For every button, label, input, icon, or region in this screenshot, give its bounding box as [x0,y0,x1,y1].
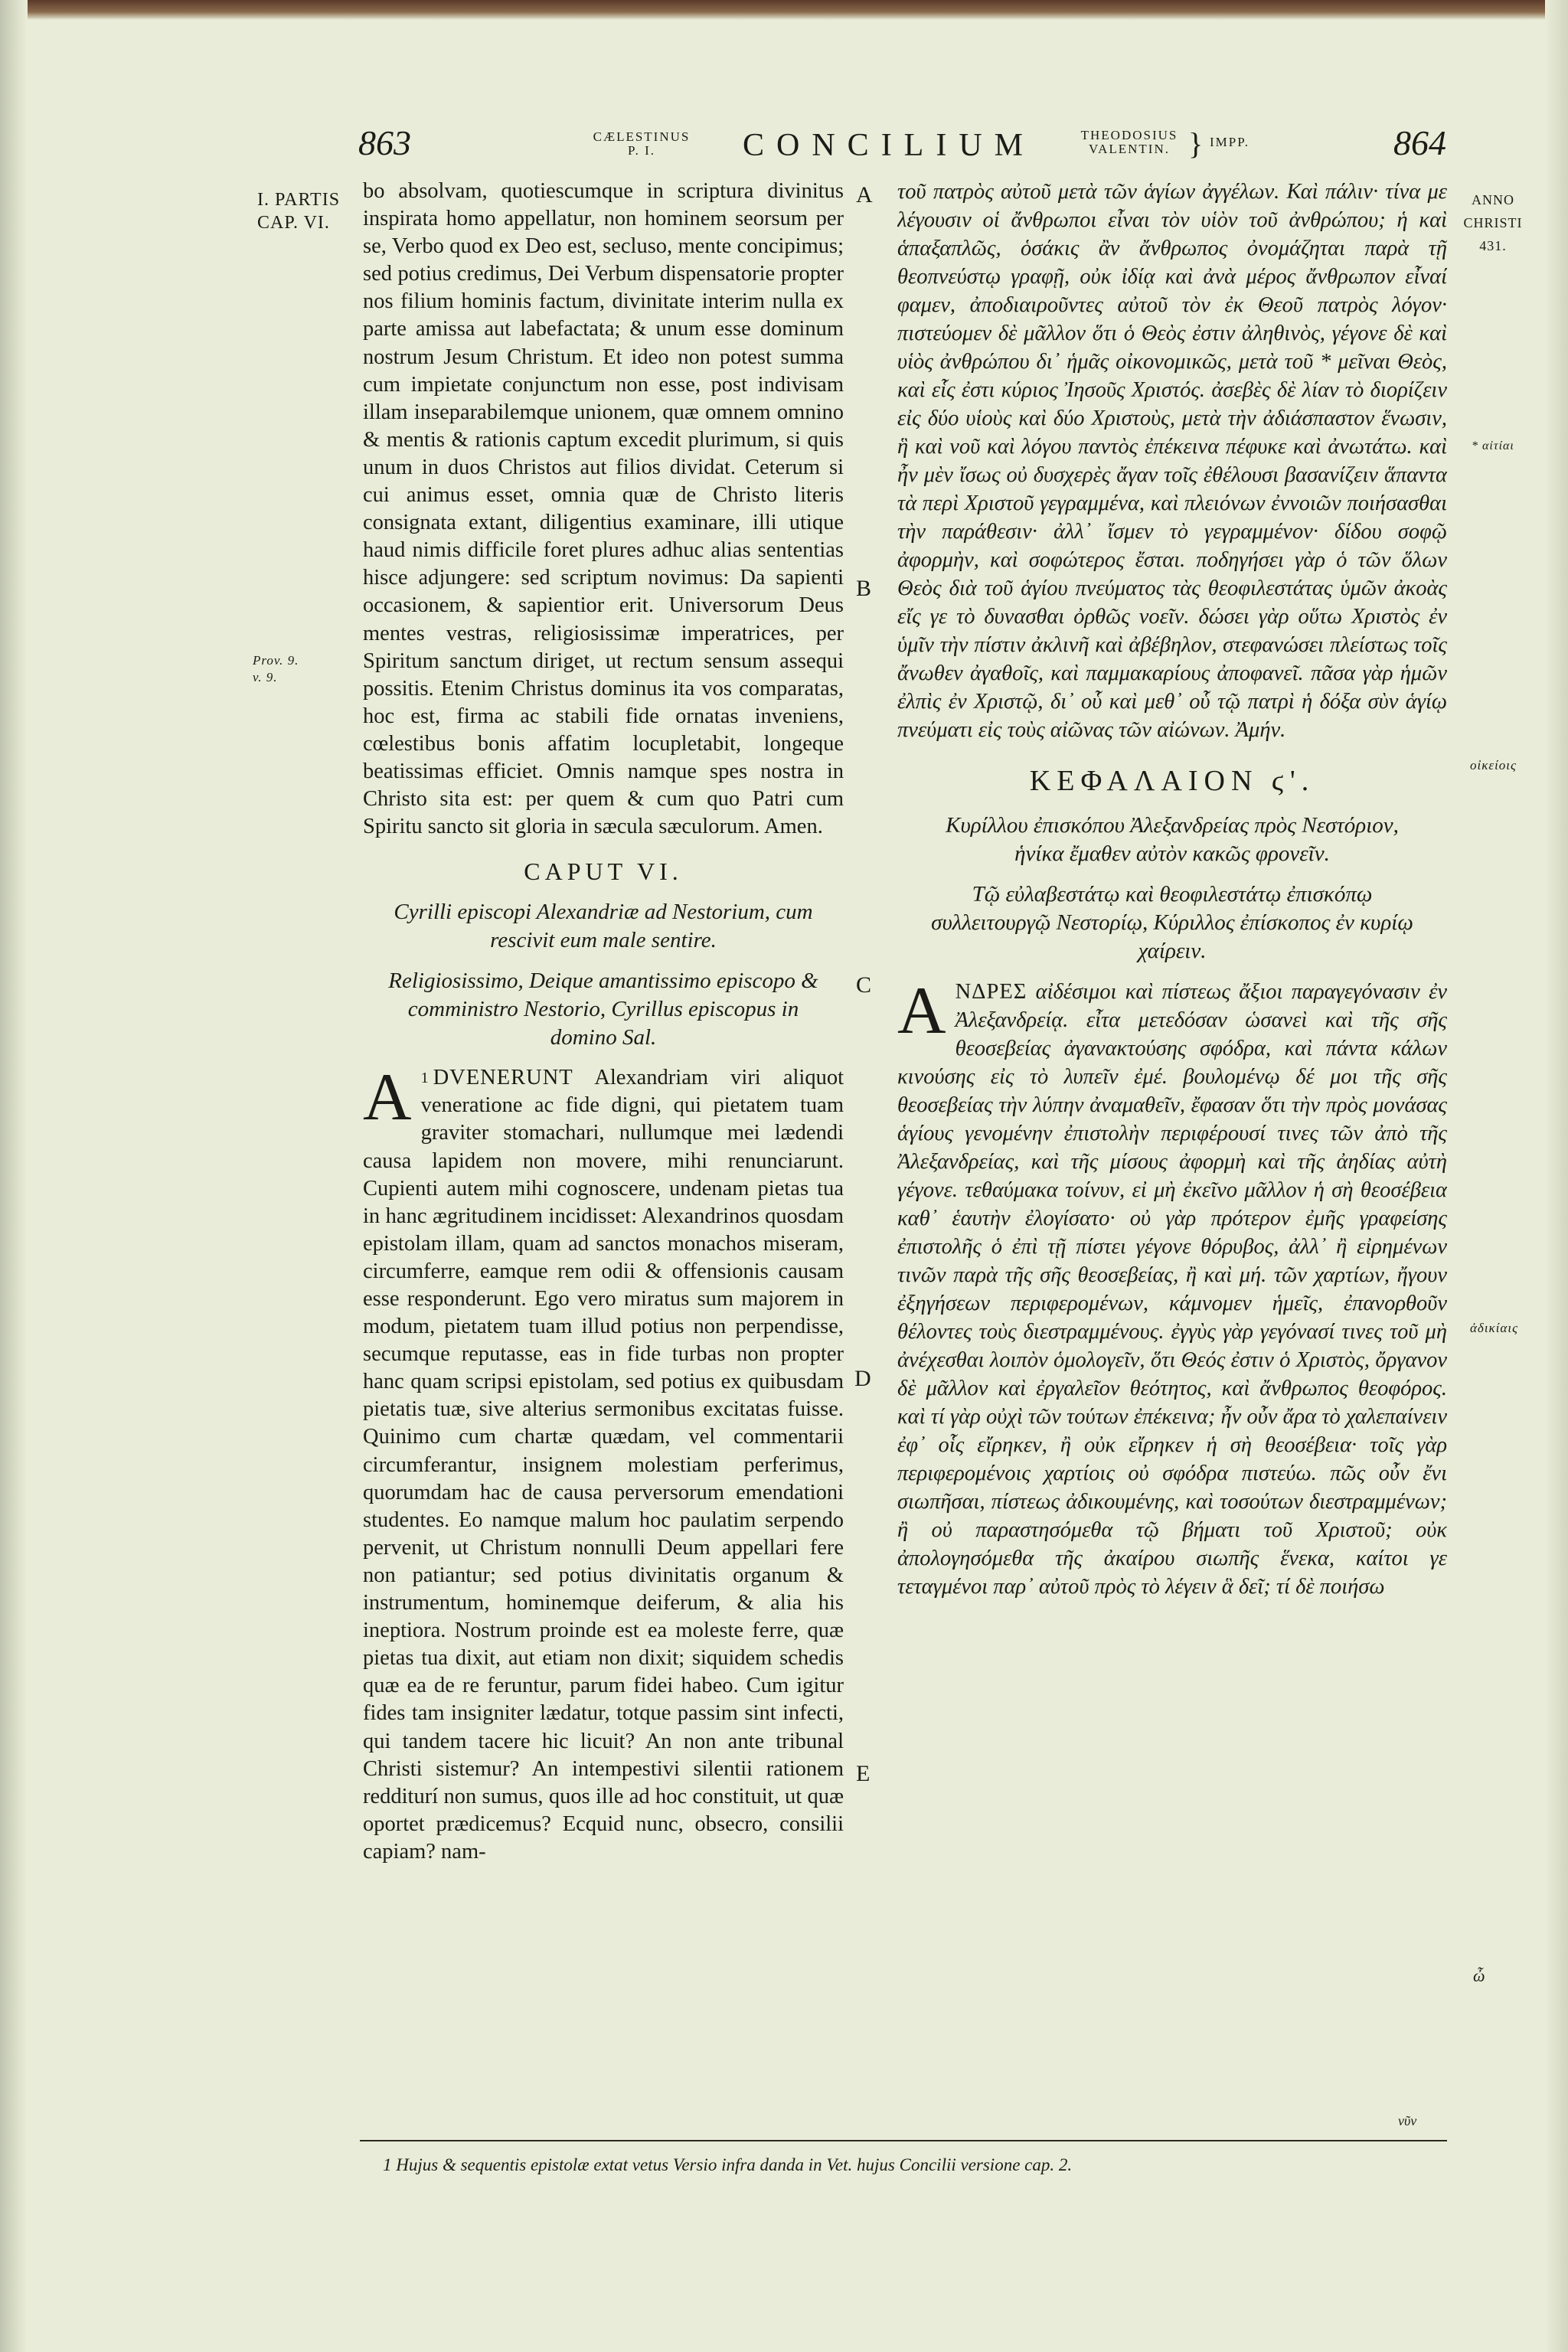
header-pope-number: P. I. [628,143,655,158]
footnote: 1 Hujus & sequentis epistolæ extat vetus Versio infra danda in Vet. hujus Concilii versione cap. 2. [383,2155,1073,2174]
running-title: CONCILIUM [743,128,1035,163]
header-pope-name: CÆLESTINUS [593,129,691,144]
margin-anno-line2: CHRISTI [1463,215,1523,230]
page-edge-shadow [0,0,28,2352]
section-letter: C [856,972,872,998]
caput-subtitle: Cyrilli episcopi Alexandriæ ad Nestorium, cum rescivit eum male sentire. [394,900,813,953]
latin-column [363,178,844,1866]
margin-prov-line1: Prov. 9. [253,653,299,668]
header-emperor-1: THEODOSIUS [1080,128,1178,142]
lead-word: ΝΔΡΕΣ [955,980,1027,1004]
binding-shadow [1545,0,1568,2352]
margin-anno-line1: ANNO [1472,192,1514,207]
latin-salutation: Religiosissimo, Deique amantissimo episcopo & comministro Nestorio, Cyrillus episcopus in domino Sal. [388,969,818,1050]
greek-paragraph-2-text: αἰδέσιμοι καὶ πίστεως ἄξιοι παραγεγόνασιν ἐν Ἀλεξανδρείᾳ. εἶτα μετεδόσαν ὡσανεὶ καὶ τῆς σῆς θεοσεβείας ἀγανακτούσης σφόδρα, καὶ πάντα κάλων κινούσης εἰς τὸ λυπεῖν ἐμέ. βουλομένῳ δέ μοι τῆς σῆς θεοσεβείας τὴν λύπην ἀναμαθεῖν, ἔφασαν ὅτι τὴν πρὸς μονάσας ἁγίους γενομένην ἐπιστολὴν περιφέρουσί τινες τῶν ἀπὸ τῆς Ἀλεξανδρείας, καὶ τῆς μίσους ἀφορμὴ καὶ τῆς ἀηδίας αὐτὴ γέγονε. τεθαύμακα τοίνυν, εἰ μὴ ἐκεῖνο μᾶλλον ἡ σὴ θεοσέβεια καθ᾽ ἑαυτὴν ἐλογίσατο· οὐ γὰρ πρότερον ἐμῆς γραφείσης ἐπιστολῆς ὁ ἐπὶ τῇ πίστει γέγονε θόρυβος, ἀλλ᾽ ἢ εἰρημένων τινῶν παρὰ τῆς σῆς θεοσεβείας, ἢ καὶ μή. τῶν χαρτίων, ἤγουν ἐξηγήσεων περιφερομένων, κάμνομεν ἡμεῖς, ἐπανορθοῦν θέλοντες τοὺς διεστραμμένους. ἐγγὺς γὰρ γεγόνασί τινες τοῦ μὴ ἀνέχεσθαι λοιπὸν ὁμολογεῖν, ὅτι Θεός ἐστιν ὁ Χριστὸς, ὄργανον δὲ μᾶλλον καὶ ἐργαλεῖον θεότητος, καὶ ἄνθρωπος θεοφόρος. καὶ τί γὰρ οὐχὶ τῶν τούτων ἐπέκεινα; ἦν οὖν ἄρα τὸ χαλεπαίνειν ἐφ᾽ οἷς εἴρηκεν, ἢ οὐκ εἴρηκεν ἡ σὴ θεοσέβεια· τοῖς γὰρ περιφερομένοις χαρτίοις οὐ σφόδρα πιστεύω. πῶς οὖν ἔνι σιωπῆσαι, πίστεως ἀδικουμένης, καὶ τοσούτων διεστραμμένων; ἢ οὐ παραστησόμεθα τῷ βήματι τοῦ Χριστοῦ; οὐκ ἀπολογησόμεθα τῆς ἀκαίρου σιωπῆς ἕνεκα, καίτοι γε τεταγμένοι παρ᾽ αὐτοῦ πρὸς τὸ λέγειν ἃ δεῖ; τί δὲ ποιήσω [897,980,1447,1599]
header-impp: IMPP. [1210,135,1250,149]
book-top-edge [0,0,1568,20]
margin-variant-omega: ὦ [1473,1966,1486,1985]
margin-variant-aitiai: * αἰτίαι [1472,439,1514,452]
section-letter: D [854,1366,871,1391]
margin-partis [257,188,349,234]
margin-partis-line1: I. PARTIS [257,190,341,210]
latin-paragraph-2-text: Alexandriam viri aliquot veneratione ac fide digni, qui pietatem tuam graviter stomachari, nullumque mei lædendi causa lapidem non movere, mihi renunciarunt. Cupienti autem mihi cognoscere, undenam pietas tua in hanc ægritudinem incidisset: Alexandrinos quosdam epistolam illam, quam ad sanctos monachos miseram, circumferre, eamque rem odii & offensionis causam esse responderunt. Ego vero miratus sum majorem in modum, pietatem tuam illud potius non perpendisse, secumque reputasse, eas in fide turbas non propter hanc quam scripsi epistolam, sed potius ex quibusdam pietatis tuæ, sive alterius sermonibus excitatas fuisse. Quinimo cum chartæ quædam, vel commentarii circumferantur, insignem molestiam perferimus, quorumdam hac de causa perversorum emendationi studentes. Eo namque malum hoc paulatim serpendo pervenit, ut Christum nonnulli Deum appellari fere non patiantur; sed potius divinitatis organum & instrumentum, hominemque deiferum, & alia his ineptiora. Nostrum proinde est ea moleste ferre, quæ pietas tua dixit, aut etiam non dixit; siquidem schedis quæ ea de re feruntur, parum fidei habeo. Cum igitur fides tam insigniter lædatur, totque passim sint infecti, qui tandem tacere hic licuit? An non ante tribunal Christi sistemur? An intempestivi silentii rationem redditurí non sumus, quos ille ad hoc constituit, ut quæ oportet prædicemus? Ecquid nunc, obsecro, consilii capiam? nam- [363,1066,844,1864]
page-number-left: 863 [358,123,411,162]
kefalaion-title: ΚΕΦΑΛΑΙΟΝ ϛ'. [1029,765,1315,797]
greek-column [897,178,1447,1601]
section-letter: B [856,576,872,601]
greek-salutation: Τῷ εὐλαβεστάτῳ καὶ θεοφιλεστάτῳ ἐπισκόπῳ συλλειτουργῷ Νεστορίῳ, Κύριλλος ἐπίσκοπος ἐν κυρίῳ χαίρειν. [931,882,1413,963]
section-letter: E [856,1761,871,1786]
drop-cap: Α [897,974,946,1048]
header-emperor-2: VALENTIN. [1089,142,1170,156]
greek-paragraph-1: τοῦ πατρὸς αὐτοῦ μετὰ τῶν ἁγίων ἀγγέλων. Καὶ πάλιν· τίνα με λέγουσιν οἱ ἄνθρωποι εἶναι τὸν υἱὸν τοῦ ἀνθρώπου; ἡ καὶ ἁπαξαπλῶς, ὁσάκις ἂν ἄνθρωπος ὀνομάζηται παρὰ τῇ θεοπνεύστῳ γραφῇ, οὐκ ἰδίᾳ καὶ ἀνὰ μέρος ἄνθρωπον εἶναί φαμεν, ἀποδιαιροῦντες αὐτοῦ τὸν ἐκ Θεοῦ πατρὸς λόγον· πιστεύομεν δὲ μᾶλλον ὅτι ὁ Θεὸς ἐστιν ἀληθινὸς, γέγονε δὲ καὶ υἱὸς ἀνθρώπου δι᾽ ἡμᾶς οἰκονομικῶς, μετὰ τοῦ * μεῖναι Θεὸς, καὶ εἷς ἐστι κύριος Ἰησοῦς Χριστός. ἀσεβὲς δὲ λίαν τὸ διορίζειν εἰς δύο υἱοὺς καὶ δύο Χριστοὺς, μετὰ τὴν ἀδιάσπαστον ἕνωσιν, ἣ καὶ νοῦ καὶ λόγου παντὸς ἐπέκεινα πέφυκε καὶ ἀνωτάτω. καὶ ἦν μὲν ἴσως οὐ δυσχερὲς ἄγαν τοῖς ἐθέλουσι βασανίζειν ἅπαντα τὰ περὶ Χριστοῦ γεγραμμένα, καὶ πλειόνων ἐννοιῶν ποιήσασθαι τὴν παράθεσιν· ἀλλ᾽ ἴσμεν τὸ γεγραμμένον· δίδου σοφῷ ἀφορμὴν, καὶ σοφώτερος ἔσται. ποδηγήσει γὰρ ὁ τῶν ὅλων Θεὸς διὰ τοῦ ἁγίου πνεύματος τὰς θεοφιλεστάτας ὑμῶν ἀκοὰς εἴς γε τὸ δυνασθαι ὀρθῶς νοεῖν. δώσει γὰρ οὕτω Χριστὸς ἐν ὑμῖν τὴν πίστιν ἀκλινῆ καὶ ἀβέβηλον, στεφανώσει πλείστως τοῖς ἄνωθεν ἀγαθοῖς, καὶ παμμακαρίους ἀποφανεῖ. πᾶσα γὰρ ἡμῶν ἐλπὶς ἐν Χριστῷ, δι᾽ οὗ καὶ μεθ᾽ οὗ τῷ πατρὶ ἡ δόξα σὺν ἁγίῳ πνεύματι εἰς τοὺς αἰῶνας τῶν αἰώνων. Ἀμήν. [897,180,1447,742]
margin-anno [1455,188,1531,257]
caput-title: CAPUT VI. [524,858,683,886]
page-number-right: 864 [1393,123,1446,162]
header-pope [573,130,710,158]
header-brace: } [1188,126,1204,161]
greek-paragraph-2 [897,974,1447,1601]
footnote-rule [360,2140,1447,2141]
margin-partis-line2: CAP. VI. [257,213,330,233]
section-letter: A [856,182,873,207]
margin-prov [253,652,314,686]
margin-variant-oikeiois: οἰκείοις [1470,758,1517,773]
margin-variant-adikiais: ἀδικίαις [1470,1321,1518,1335]
header-emperors [1072,129,1187,156]
footnote-marker: 1 [420,1070,429,1087]
drop-cap: A [363,1060,412,1135]
lead-word: DVENERUNT [433,1066,573,1090]
kefalaion-subtitle: Κυρίλλου ἐπισκόπου Ἀλεξανδρείας πρὸς Νεστόριον, ἡνίκα ἔμαθεν αὐτὸν κακῶς φρονεῖν. [946,813,1399,866]
margin-anno-line3: 431. [1479,238,1507,253]
latin-paragraph-1: bo absolvam, quotiescumque in scriptura divinitus inspirata homo appellatur, non hominem seorsum per se, Verbo quod ex Deo est, secluso, mente concipimus; sed potius credimus, Dei Verbum dispensatorie propter nos filium hominis factum, divinitate interim nulla ex parte amissa aut labefactata; & unum esse dominum nostrum Jesum Christum. Et ideo non potest summa cum impietate conjunctum non esse, post indivisam illam inseparabilemque unionem, quæ omnem omnino & mentis & rationis captum excedit plurimum, si quis unum in duos Christos aut filios dividat. Ceterum si cui animus esset, omnia quæ de Christo literis consignata extant, diligentius examinare, illi utique haud nimis difficile foret plures adhuc alias sententias hisce adjungere: sed scriptum novimus: Da sapienti occasionem, & sapientior erit. Universorum Deus mentes vestras, religiosissimæ imperatrices, per Spiritum sanctum diriget, ut rectum sensum assequi possitis. Etenim Christus dominus ita vos comparatas, hoc est, firma ac stabili fide ornatas inveniens, cœlestibus bonis affatim locupletabit, longeque beatissimas efficiet. Omnis namque spes nostra in Christo sita est: per quem & cum quo Patri cum Spiritu sancto sit gloria in sæcula sæculorum. Amen. [363,179,844,839]
margin-prov-line2: v. 9. [253,670,278,684]
latin-paragraph-2 [363,1060,844,1866]
catchword: νῦν [1398,2113,1417,2128]
